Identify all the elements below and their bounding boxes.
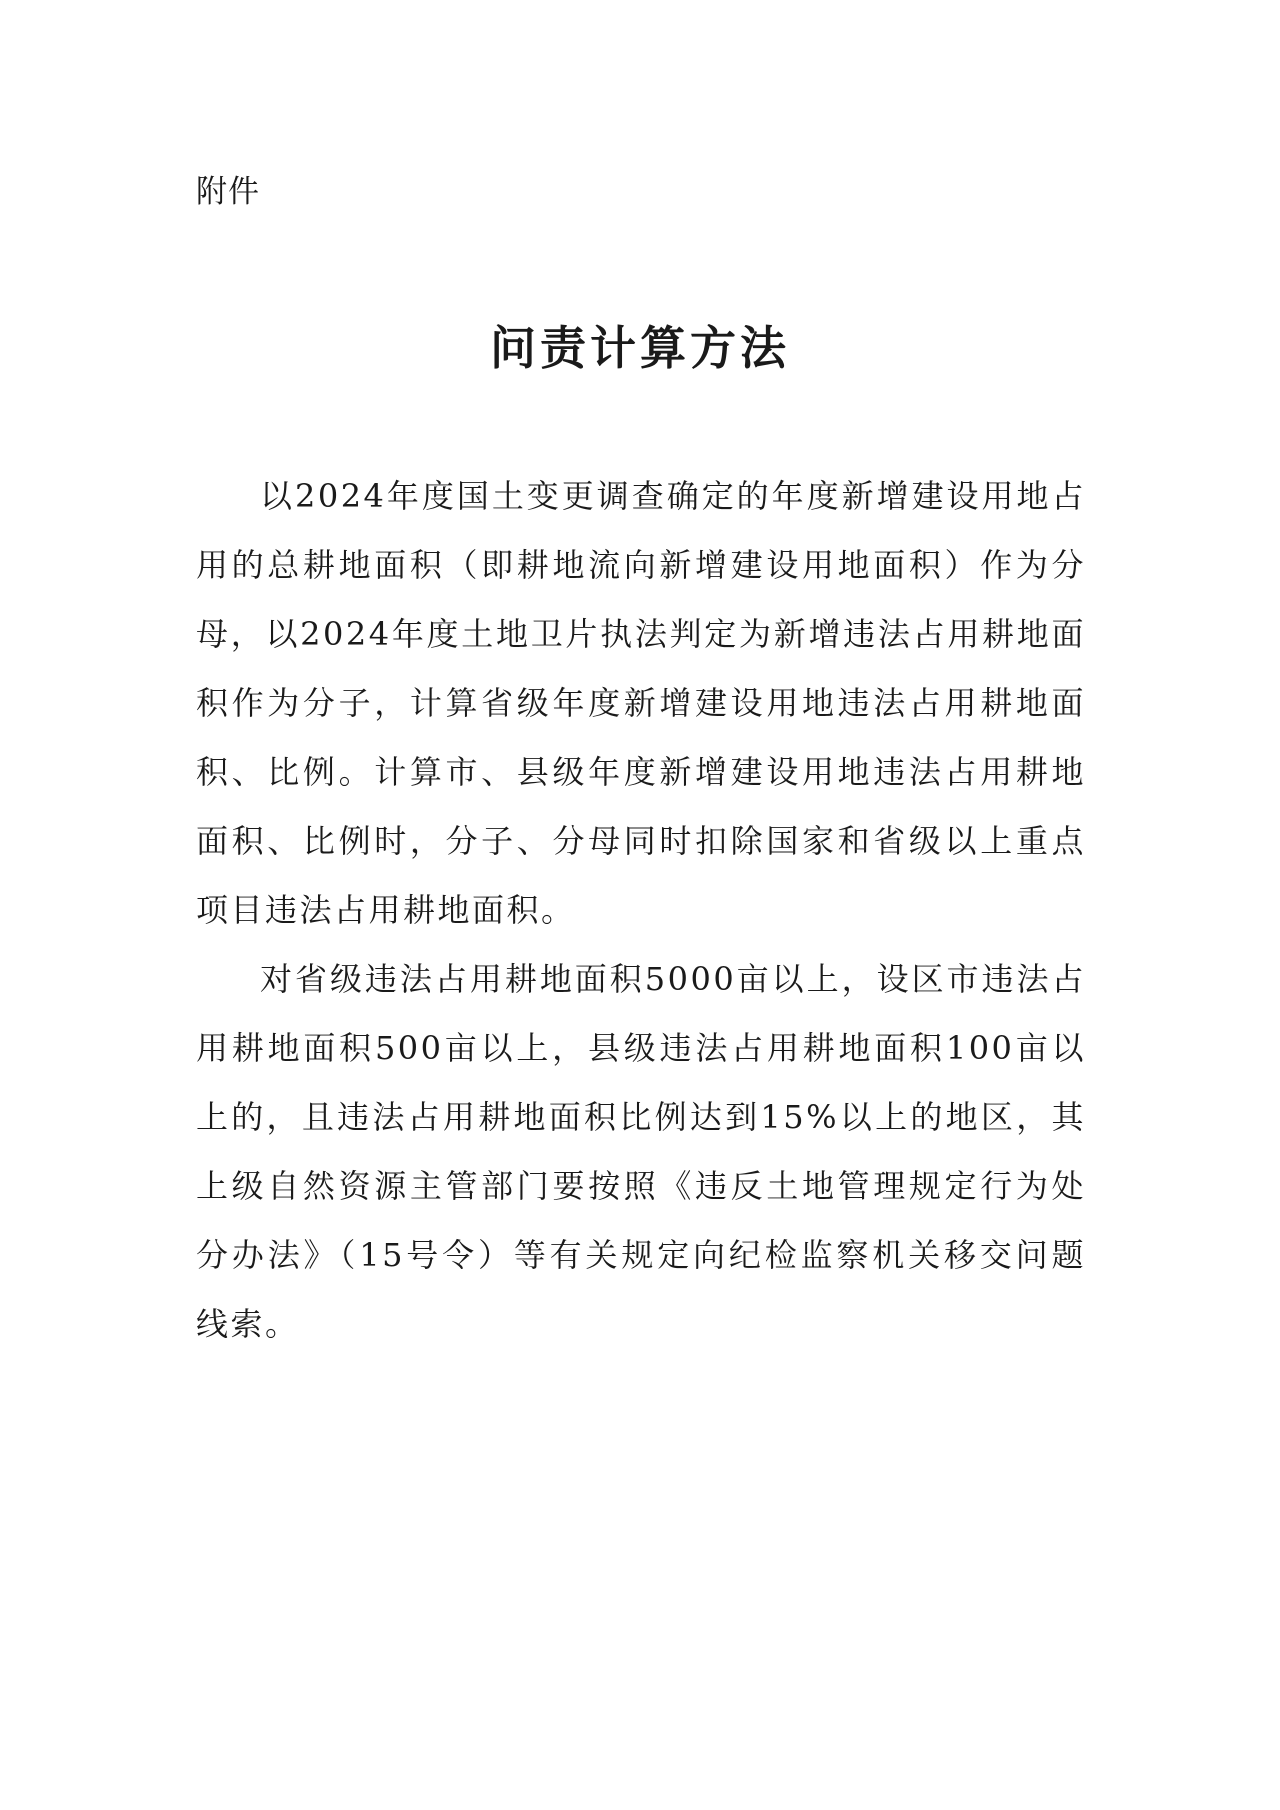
body-paragraph-2: 对省级违法占用耕地面积5000亩以上，设区市违法占用耕地面积500亩以上，县级违法占用耕地面积100亩以上的，且违法占用耕地面积比例达到15%以上的地区，其上级自然资源主管部门要按照《违反土地管理规定行为处分办法》（15号令）等有关规定向纪检监察机关移交问题线索。: [196, 960, 1086, 1343]
body-paragraph-1: 以2024年度国土变更调查确定的年度新增建设用地占用的总耕地面积（即耕地流向新增建设用地面积）作为分母，以2024年度土地卫片执法判定为新增违法占用耕地面积作为分子，计算省级年度新增建设用地违法占用耕地面积、比例。计算市、县级年度新增建设用地违法占用耕地面积、比例时，分子、分母同时扣除国家和省级以上重点项目违法占用耕地面积。: [196, 477, 1086, 929]
attachment-label: 附件: [196, 174, 260, 210]
document-body: [196, 462, 1086, 1359]
document-title: 问责计算方法: [490, 321, 790, 375]
